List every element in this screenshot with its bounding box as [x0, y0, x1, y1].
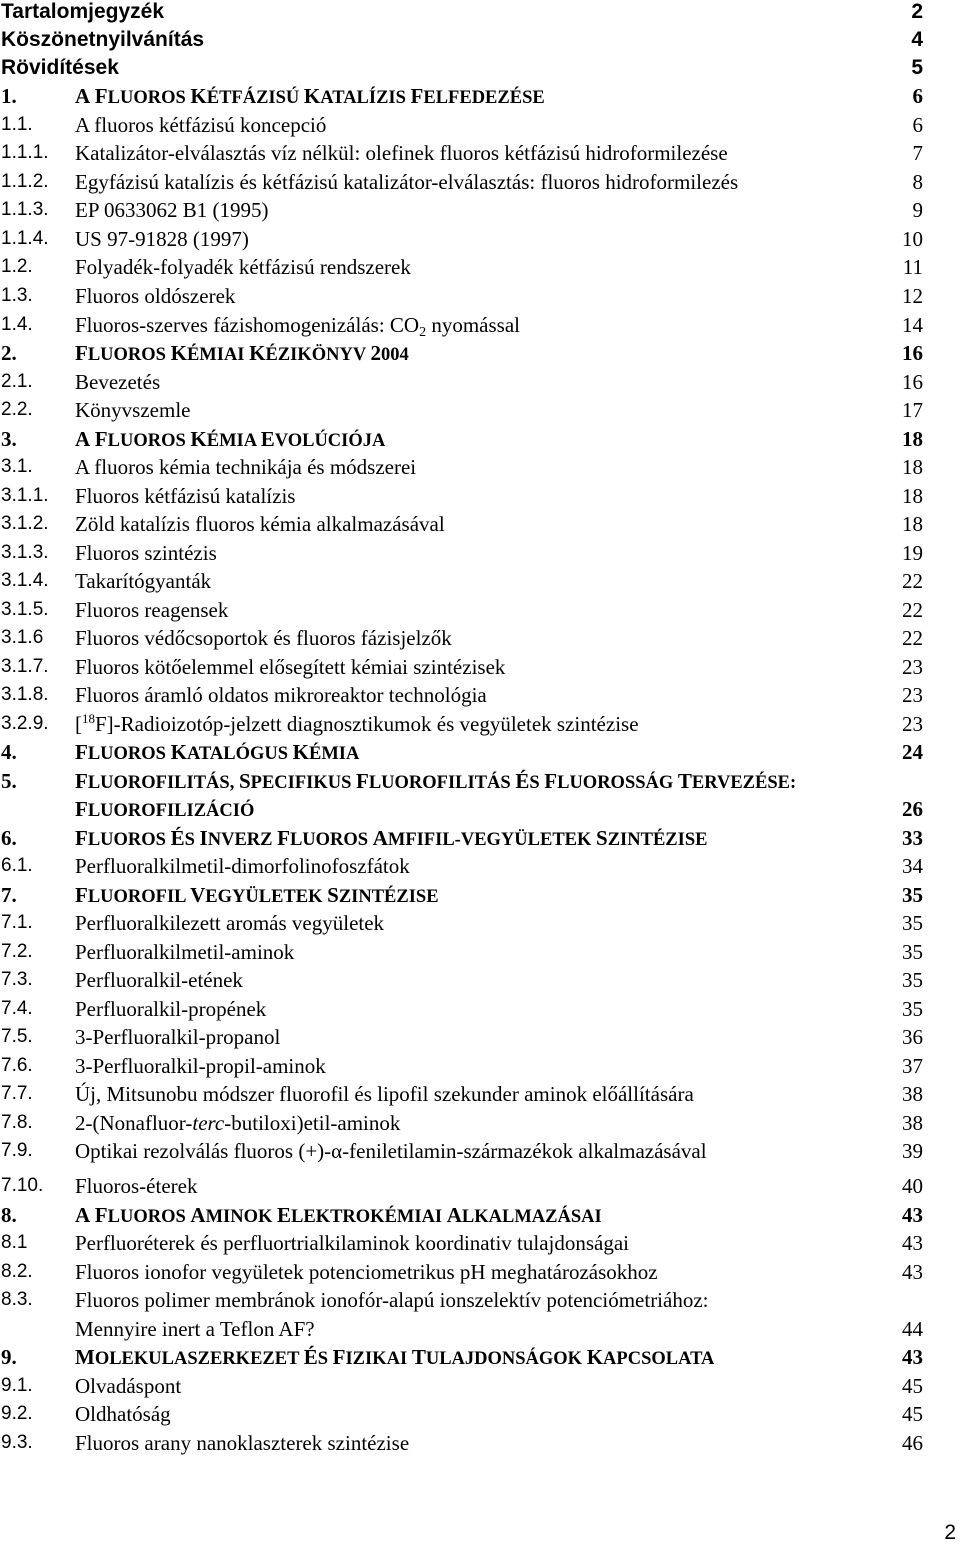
toc-entry-superscript: 18 — [82, 711, 95, 726]
toc-section-entry[interactable] — [0, 368, 960, 396]
toc-page-number: 36 — [902, 1025, 923, 1049]
toc-entry-title: US 97-91828 (1997) — [75, 227, 249, 251]
toc-page-number: 22 — [902, 569, 923, 593]
toc-top-label: Tartalomjegyzék — [1, 0, 165, 23]
toc-entry-number: 7.6. — [1, 1055, 33, 1076]
toc-section-entry[interactable] — [0, 995, 960, 1023]
toc-entry-number: 7.7. — [1, 1083, 33, 1104]
toc-page-number: 45 — [902, 1374, 923, 1398]
toc-page-number: 5 — [911, 56, 923, 79]
toc-entry-title: A fluoros kémia technikája és módszerei — [75, 455, 417, 479]
toc-page-number: 18 — [902, 455, 923, 479]
toc-entry-title: Zöld katalízis fluoros kémia alkalmazásával — [75, 512, 445, 536]
toc-entry-number: 1.1.1. — [1, 142, 49, 163]
toc-entry-title: Egyfázisú katalízis és kétfázisú katalizátor-elválasztás: fluoros hidroformilezés — [75, 170, 739, 194]
toc-entry-title: Perfluoralkil-etének — [75, 968, 243, 992]
toc-entry-number: 8.3. — [1, 1289, 33, 1310]
toc-entry-number: 1.1.2. — [1, 171, 49, 192]
toc-section-entry[interactable] — [0, 938, 960, 966]
toc-entry-number: 3.1.5. — [1, 599, 49, 620]
toc-page-number: 46 — [902, 1431, 923, 1455]
toc-entry-title: Fluoros arany nanoklaszterek szintézise — [75, 1431, 410, 1455]
toc-entry-number: 3. — [1, 427, 17, 451]
toc-section-entry[interactable] — [0, 966, 960, 994]
toc-entry-number: 7.10. — [1, 1175, 44, 1196]
toc-entry-title: FLUOROS ÉS INVERZ FLUOROS AMFIFIL-VEGYÜLETEK SZINTÉZISE — [75, 826, 708, 850]
toc-chapter-entry[interactable] — [0, 82, 960, 110]
toc-section-entry[interactable] — [0, 1286, 960, 1314]
toc-page-number: 43 — [902, 1231, 923, 1255]
toc-page-number: 6 — [912, 113, 923, 137]
toc-section-entry[interactable] — [0, 1315, 960, 1343]
toc-top-label: Rövidítések — [1, 56, 119, 79]
toc-entry-number: 1.4. — [1, 314, 33, 335]
toc-page-number: 37 — [902, 1054, 923, 1078]
toc-entry-title-part: [ — [75, 712, 82, 736]
toc-top-entry[interactable] — [0, 54, 960, 82]
toc-entry-title: Olvadáspont — [75, 1374, 182, 1398]
toc-entry-subscript: 2 — [419, 325, 427, 340]
toc-page-number: 23 — [902, 712, 923, 736]
toc-section-entry[interactable] — [0, 852, 960, 880]
toc-section-entry[interactable] — [0, 225, 960, 253]
toc-entry-title: A FLUOROS KÉMIA EVOLÚCIÓJA — [75, 427, 386, 451]
toc-entry-number: 7.3. — [1, 969, 33, 990]
footer-page-number: 2 — [944, 1521, 956, 1544]
toc-entry-number: 1.1.3. — [1, 199, 49, 220]
toc-page-number: 34 — [902, 854, 923, 878]
toc-section-entry[interactable] — [0, 710, 960, 738]
toc-entry-title-part: -butiloxi)etil-aminok — [224, 1111, 401, 1135]
toc-page-number: 35 — [902, 968, 923, 992]
toc-entry-title: A fluoros kétfázisú koncepció — [75, 113, 327, 137]
toc-entry-title: FLUOROS KÉMIAI KÉZIKÖNYV 2004 — [75, 341, 409, 365]
toc-page-number: 7 — [912, 141, 923, 165]
toc-entry-number: 9.2. — [1, 1403, 33, 1424]
toc-section-entry[interactable] — [0, 1372, 960, 1400]
toc-page-number: 40 — [902, 1174, 923, 1198]
toc-entry-number: 9.1. — [1, 1375, 33, 1396]
toc-section-entry[interactable] — [0, 1109, 960, 1137]
toc-page-number: 26 — [902, 797, 923, 821]
toc-section-entry[interactable] — [0, 1080, 960, 1108]
toc-page-number: 11 — [902, 255, 923, 279]
toc-page-number: 14 — [902, 313, 923, 337]
toc-section-entry[interactable] — [0, 909, 960, 937]
toc-entry-title: Optikai rezolválás fluoros (+)-α-feniletilamin-származékok alkalmazásával — [75, 1139, 707, 1163]
toc-entry-number: 3.1. — [1, 456, 33, 477]
toc-section-entry[interactable] — [0, 482, 960, 510]
toc-top-label: Köszönetnyilvánítás — [1, 28, 205, 51]
toc-entry-number: 3.2.9. — [1, 713, 49, 734]
toc-section-entry[interactable] — [0, 1023, 960, 1051]
toc-page-number: 35 — [902, 940, 923, 964]
toc-section-entry[interactable] — [0, 453, 960, 481]
toc-entry-title: Perfluoralkilmetil-aminok — [75, 940, 295, 964]
toc-chapter-entry[interactable] — [0, 795, 960, 823]
toc-entry-title: Fluoros polimer membránok ionofór-alapú ionszelektív potenciómetriához: — [75, 1288, 709, 1312]
toc-entry-number: 3.1.8. — [1, 684, 49, 705]
toc-entry-number: 1.1. — [1, 114, 33, 135]
toc-entry-title: FLUOROFILIZÁCIÓ — [75, 797, 255, 821]
toc-entry-number: 3.1.7. — [1, 656, 49, 677]
toc-chapter-entry[interactable] — [0, 767, 960, 795]
toc-page-number: 35 — [902, 911, 923, 935]
toc-page-number: 18 — [902, 427, 923, 451]
toc-entry-title: Perfluoréterek és perfluortrialkilaminok koordinativ tulajdonságai — [75, 1231, 629, 1255]
toc-chapter-entry[interactable] — [0, 339, 960, 367]
toc-section-entry[interactable] — [0, 653, 960, 681]
toc-section-entry[interactable] — [0, 1258, 960, 1286]
toc-entry-number: 8.2. — [1, 1261, 33, 1282]
toc-entry-number: 2.1. — [1, 371, 33, 392]
toc-section-entry[interactable] — [0, 282, 960, 310]
toc-section-entry[interactable] — [0, 1400, 960, 1428]
toc-entry-title-part: nyomással — [426, 313, 520, 337]
toc-entry-number: 2. — [1, 341, 17, 365]
toc-entry-number: 9. — [1, 1345, 17, 1369]
toc-entry-title — [75, 710, 639, 738]
toc-section-entry[interactable] — [0, 311, 960, 339]
toc-section-entry[interactable] — [0, 681, 960, 709]
toc-entry-title-part: F]-Radioizotóp-jelzett diagnosztikumok és vegyületek szintézise — [95, 712, 639, 736]
toc-entry-number: 6.1. — [1, 855, 33, 876]
toc-entry-title: Bevezetés — [75, 370, 161, 394]
toc-page-number: 17 — [902, 398, 923, 422]
toc-chapter-entry[interactable] — [0, 824, 960, 852]
toc-page-number: 2 — [911, 0, 923, 23]
toc-section-entry[interactable] — [0, 1172, 960, 1200]
toc-entry-title: Mennyire inert a Teflon AF? — [75, 1317, 315, 1341]
toc-section-entry[interactable] — [0, 168, 960, 196]
toc-entry-number: 3.1.2. — [1, 513, 49, 534]
toc-entry-number: 8.1 — [1, 1232, 28, 1253]
toc-entry-title: Fluoros-éterek — [75, 1174, 198, 1198]
toc-entry-title: Katalizátor-elválasztás víz nélkül: olefinek fluoros kétfázisú hidroformilezése — [75, 141, 728, 165]
toc-page-number: 8 — [912, 170, 923, 194]
toc-entry-title: Fluoros reagensek — [75, 598, 229, 622]
toc-section-entry[interactable] — [0, 1229, 960, 1257]
toc-page-number: 33 — [902, 826, 923, 850]
toc-section-entry[interactable] — [0, 253, 960, 281]
toc-entry-number: 8. — [1, 1203, 17, 1227]
toc-entry-title: Fluoros kötőelemmel elősegített kémiai szintézisek — [75, 655, 506, 679]
toc-entry-number: 3.1.3. — [1, 542, 49, 563]
toc-page-number: 38 — [902, 1082, 923, 1106]
toc-entry-number: 9.3. — [1, 1432, 33, 1453]
toc-section-entry[interactable] — [0, 539, 960, 567]
toc-entry-title: Fluoros kétfázisú katalízis — [75, 484, 296, 508]
toc-entry-title: 3-Perfluoralkil-propanol — [75, 1025, 281, 1049]
toc-entry-title: EP 0633062 B1 (1995) — [75, 198, 269, 222]
toc-entry-number: 4. — [1, 740, 17, 764]
toc-page-number: 4 — [911, 28, 923, 51]
toc-page-number: 43 — [902, 1203, 923, 1227]
toc-entry-title: A FLUOROS AMINOK ELEKTROKÉMIAI ALKALMAZÁSAI — [75, 1203, 602, 1227]
toc-page-number: 16 — [902, 341, 923, 365]
toc-page-number: 24 — [902, 740, 923, 764]
toc-chapter-entry[interactable] — [0, 1201, 960, 1229]
toc-section-entry[interactable] — [0, 111, 960, 139]
toc-page-number: 22 — [902, 626, 923, 650]
toc-chapter-entry[interactable] — [0, 425, 960, 453]
toc-section-entry[interactable] — [0, 1052, 960, 1080]
toc-top-entry[interactable] — [0, 0, 960, 26]
toc-section-entry[interactable] — [0, 567, 960, 595]
toc-page-number: 38 — [902, 1111, 923, 1135]
toc-section-entry[interactable] — [0, 596, 960, 624]
toc-entry-title: 3-Perfluoralkil-propil-aminok — [75, 1054, 326, 1078]
toc-entry-title: Fluoros oldószerek — [75, 284, 236, 308]
toc-page-number: 10 — [902, 227, 923, 251]
toc-entry-number: 2.2. — [1, 399, 33, 420]
toc-page-number: 6 — [912, 84, 923, 108]
toc-section-entry[interactable] — [0, 396, 960, 424]
toc-page-number: 16 — [902, 370, 923, 394]
toc-entry-title — [75, 311, 520, 339]
toc-entry-title: Fluoros szintézis — [75, 541, 217, 565]
toc-entry-number: 3.1.6 — [1, 627, 44, 648]
toc-entry-title: Perfluoralkil-propének — [75, 997, 267, 1021]
toc-entry-title: Könyvszemle — [75, 398, 191, 422]
toc-page-number: 23 — [902, 655, 923, 679]
toc-page-number: 43 — [902, 1345, 923, 1369]
toc-page-number: 22 — [902, 598, 923, 622]
toc-entry-title: Oldhatóság — [75, 1402, 171, 1426]
toc-entry-number: 3.1.1. — [1, 485, 49, 506]
toc-entry-title: A FLUOROS KÉTFÁZISÚ KATALÍZIS FELFEDEZÉSE — [75, 84, 545, 108]
toc-entry-title: FLUOROFIL VEGYÜLETEK SZINTÉZISE — [75, 883, 439, 907]
toc-entry-number: 1. — [1, 84, 17, 108]
toc-entry-number: 7.1. — [1, 912, 33, 933]
toc-page-number: 19 — [902, 541, 923, 565]
toc-entry-number: 7.4. — [1, 998, 33, 1019]
toc-entry-number: 1.1.4. — [1, 228, 49, 249]
toc-entry-number: 1.2. — [1, 256, 33, 277]
toc-entry-title-part: Fluoros-szerves fázishomogenizálás: CO — [75, 313, 420, 337]
toc-page-number: 43 — [902, 1260, 923, 1284]
toc-entry-number: 7.5. — [1, 1026, 33, 1047]
toc-entry-number: 7.9. — [1, 1140, 33, 1161]
toc-page-number: 18 — [902, 484, 923, 508]
toc-entry-title — [75, 1109, 400, 1137]
toc-top-entry[interactable] — [0, 26, 960, 54]
toc-section-entry[interactable] — [0, 1429, 960, 1457]
toc-chapter-entry[interactable] — [0, 1343, 960, 1371]
toc-page-number: 35 — [902, 997, 923, 1021]
toc-entry-number: 7.8. — [1, 1112, 33, 1133]
toc-page-number: 23 — [902, 683, 923, 707]
toc-entry-title: Perfluoralkilmetil-dimorfolinofoszfátok — [75, 854, 410, 878]
toc-page-number: 39 — [902, 1139, 923, 1163]
toc-entry-title: Fluoros ionofor vegyületek potenciometrikus pH meghatározásokhoz — [75, 1260, 658, 1284]
toc-entry-title: Perfluoralkilezett aromás vegyületek — [75, 911, 385, 935]
toc-entry-number: 6. — [1, 826, 17, 850]
toc-entry-title: Fluoros védőcsoportok és fluoros fázisjelzők — [75, 626, 452, 650]
toc-entry-number: 3.1.4. — [1, 570, 49, 591]
toc-entry-title: Takarítógyanták — [75, 569, 212, 593]
toc-section-entry[interactable] — [0, 196, 960, 224]
toc-entry-number: 7.2. — [1, 941, 33, 962]
toc-chapter-entry[interactable] — [0, 738, 960, 766]
toc-entry-title: FLUOROS KATALÓGUS KÉMIA — [75, 740, 360, 764]
toc-section-entry[interactable] — [0, 139, 960, 167]
toc-entry-title: FLUOROFILITÁS, SPECIFIKUS FLUOROFILITÁS ÉS FLUOROSSÁG TERVEZÉSE: — [75, 769, 797, 793]
toc-section-entry[interactable] — [0, 1137, 960, 1165]
toc-entry-title: Fluoros áramló oldatos mikroreaktor technológia — [75, 683, 487, 707]
toc-page-number: 9 — [912, 198, 923, 222]
toc-entry-number: 7. — [1, 883, 17, 907]
toc-entry-title-part: 2-(Nonafluor- — [75, 1111, 193, 1135]
toc-entry-title: Új, Mitsunobu módszer fluorofil és lipofil szekunder aminok előállítására — [75, 1082, 694, 1106]
toc-page-number: 18 — [902, 512, 923, 536]
toc-page-number: 45 — [902, 1402, 923, 1426]
toc-entry-title: MOLEKULASZERKEZET ÉS FIZIKAI TULAJDONSÁGOK KAPCSOLATA — [75, 1345, 715, 1369]
toc-section-entry[interactable] — [0, 624, 960, 652]
toc-chapter-entry[interactable] — [0, 881, 960, 909]
toc-page-number: 12 — [902, 284, 923, 308]
toc-entry-number: 5. — [1, 769, 17, 793]
toc-entry-italic: terc — [192, 1111, 225, 1135]
toc-entry-title: Folyadék-folyadék kétfázisú rendszerek — [75, 255, 411, 279]
toc-page-number: 44 — [902, 1317, 923, 1341]
toc-section-entry[interactable] — [0, 510, 960, 538]
toc-page-number: 35 — [902, 883, 923, 907]
toc-entry-number: 1.3. — [1, 285, 33, 306]
